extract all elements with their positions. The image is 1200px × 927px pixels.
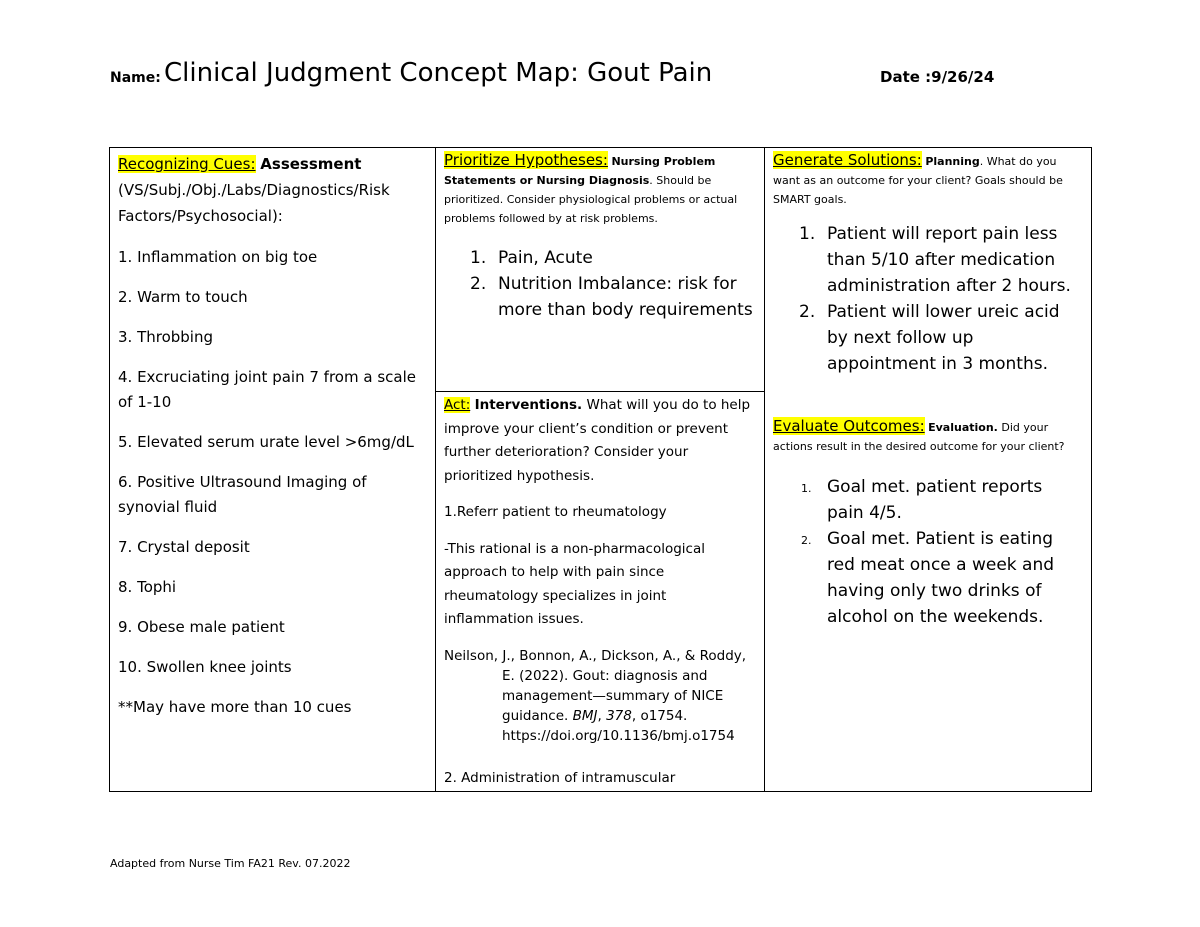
name-label: Name: (110, 70, 161, 86)
outcome-number: 1. (801, 482, 812, 495)
prioritize-hypotheses-header (444, 151, 756, 228)
act-heading: Act: (444, 397, 471, 413)
cue-item: 7. Crystal deposit (118, 538, 250, 556)
cue-note: **May have more than 10 cues (118, 698, 352, 716)
generate-solutions-header (773, 151, 1083, 209)
cue-item: 4. Excruciating joint pain 7 from a scale of 1-10 (118, 368, 416, 411)
hypothesis-text: Nutrition Imbalance: risk for more than body requirements (498, 274, 753, 320)
recognizing-cues-heading: Recognizing Cues: (118, 155, 256, 173)
hypothesis-item (470, 271, 756, 323)
generate-solutions-heading: Generate Solutions: (773, 151, 922, 169)
recognizing-cues-header (118, 151, 427, 229)
nursing-diagnosis-label: Nursing Problem Statements or Nursing Diagnosis (444, 155, 716, 187)
solutions-outcomes-cell (765, 148, 1091, 791)
interventions-label: Interventions. (474, 397, 583, 413)
cue-item: 2. Warm to touch (118, 288, 248, 306)
hypothesis-number: 2. (470, 274, 487, 294)
rationale-1: -This rational is a non-pharmacological approach to help with pain since rheumatology specializes in joint inflammation issues. (444, 540, 705, 627)
act-interventions-cell (436, 392, 764, 791)
concept-map-table (109, 147, 1092, 792)
outcome-item (773, 474, 1083, 526)
footer-note: Adapted from Nurse Tim FA21 Rev. 07.2022 (110, 857, 351, 870)
prioritize-hypotheses-heading: Prioritize Hypotheses: (444, 151, 608, 169)
outcome-item (773, 526, 1083, 630)
citation-text: Neilson, J., Bonnon, A., Dickson, A., & Roddy, E. (2022). Gout: diagnosis and management—summary of NICE guidance. (444, 647, 747, 724)
page-title: Clinical Judgment Concept Map: Gout Pain (164, 58, 713, 88)
evaluation-label: Evaluation. (928, 421, 998, 434)
hypotheses-list (444, 245, 756, 323)
document-header (110, 58, 1090, 94)
citation-doi: , o1754. https://doi.org/10.1136/bmj.o1754 (502, 707, 735, 744)
act-header (444, 394, 756, 488)
outcome-text: Goal met. patient reports pain 4/5. (827, 477, 1043, 523)
hypothesis-number: 1. (470, 248, 487, 268)
outcome-number: 2. (801, 534, 812, 547)
goal-number: 2. (799, 302, 816, 322)
hypothesis-text: Pain, Acute (498, 248, 593, 268)
goals-list (773, 221, 1083, 377)
cue-item: 1. Inflammation on big toe (118, 248, 318, 266)
intervention-2: 2. Administration of intramuscular (444, 769, 676, 786)
cue-item: 8. Tophi (118, 578, 177, 596)
generate-solutions-description: . What do you want as an outcome for your client? Goals should be SMART goals. (773, 155, 1063, 206)
prioritize-hypotheses-cell (436, 148, 764, 392)
intervention-1: 1.Referr patient to rheumatology (444, 504, 667, 520)
outcomes-list (773, 474, 1083, 630)
outcome-text: Goal met. Patient is eating red meat once a week and having only two drinks of alcohol on the weekends. (827, 529, 1055, 627)
goal-item (799, 221, 1083, 299)
goal-item (799, 299, 1083, 377)
cue-item: 5. Elevated serum urate level >6mg/dL (118, 433, 414, 451)
assessment-label: Assessment (260, 155, 362, 173)
date-label: Date :9/26/24 (880, 68, 995, 86)
evaluate-outcomes-description: Did your actions result in the desired outcome for your client? (773, 421, 1065, 453)
citation-volume: 378 (606, 707, 632, 724)
evaluate-outcomes-heading: Evaluate Outcomes: (773, 417, 925, 435)
cue-item: 3. Throbbing (118, 328, 214, 346)
goal-text: Patient will report pain less than 5/10 after medication administration after 2 hours. (827, 224, 1071, 296)
recognizing-cues-cell (110, 148, 436, 791)
citation-journal: BMJ (572, 707, 598, 724)
cue-item: 6. Positive Ultrasound Imaging of synovial fluid (118, 473, 367, 516)
cue-item: 10. Swollen knee joints (118, 658, 292, 676)
cue-item: 9. Obese male patient (118, 618, 285, 636)
middle-column (436, 148, 765, 791)
prioritize-hypotheses-description: . Should be prioritized. Consider physiological problems or actual problems followed by at risk problems. (444, 174, 738, 225)
goal-text: Patient will lower ureic acid by next follow up appointment in 3 months. (827, 302, 1060, 374)
citation (444, 646, 756, 746)
goal-number: 1. (799, 224, 816, 244)
evaluate-outcomes-header (773, 417, 1083, 456)
recognizing-cues-description: (VS/Subj./Obj./Labs/Diagnostics/Risk Factors/Psychosocial): (118, 181, 390, 225)
act-description: What will you do to help improve your client’s condition or prevent further deterioration? Consider your prioritized hypothesis. (444, 397, 751, 484)
citation-separator: , (597, 707, 607, 724)
hypothesis-item (470, 245, 756, 271)
planning-label: Planning (925, 155, 980, 168)
